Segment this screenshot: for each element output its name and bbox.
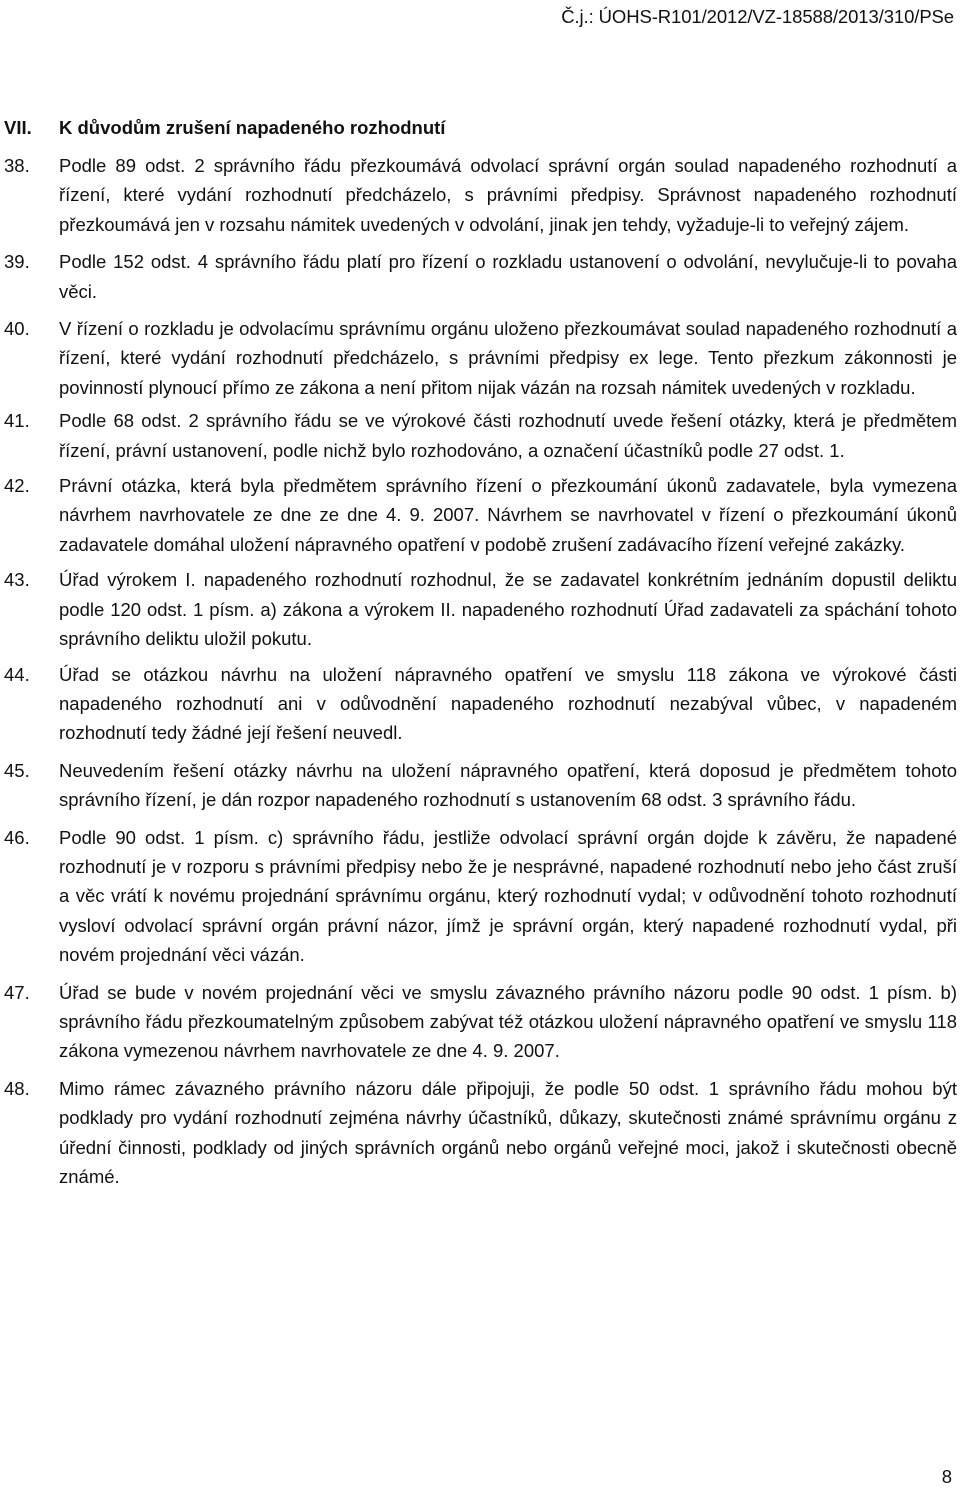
paragraph-number: 44. [4, 663, 30, 685]
paragraph-text: Úřad se otázkou návrhu na uložení nápravného opatření ve smyslu 118 zákona ve výrokové části napadeného rozhodnutí ani v odůvodnění napadeného rozhodnutí nezabýval vůbec, v napadeném rozhodnutí tedy žádné její řešení neuvedl. [59, 663, 957, 744]
paragraph-number: 47. [4, 981, 30, 1003]
paragraph [4, 1074, 957, 1192]
section-number: VII. [4, 117, 32, 138]
paragraph-number: 41. [4, 410, 30, 432]
paragraph [4, 314, 957, 402]
paragraph [4, 823, 957, 970]
document-reference-number: Č.j.: ÚOHS-R101/2012/VZ-18588/2013/310/PSe [561, 6, 954, 27]
paragraph-number: 38. [4, 155, 30, 176]
paragraph-text: Právní otázka, která byla předmětem správního řízení o přezkoumání úkonů zadavatele, byla vymezena návrhem navrhovatele ze dne ze dne 4. 9. 2007. Návrhem se navrhovatel v řízení o přezkoumání úkonů zadavatele domáhal uložení nápravného opatření v podobě zrušení zadávacího řízení veřejné zakázky. [59, 475, 957, 555]
paragraph-number: 40. [4, 318, 30, 340]
paragraph-text: Mimo rámec závazného právního názoru dále připojuji, že podle 50 odst. 1 správního řádu mohou být podklady pro vydání rozhodnutí zejména návrhy účastníků, důkazy, skutečnosti známé správnímu orgánu z úřední činnosti, podklady od jiných správních orgánů nebo orgánů veřejné moci, jakož i skutečnosti obecně známé. [59, 1077, 957, 1187]
section-heading [4, 114, 954, 142]
paragraph-number: 39. [4, 251, 30, 273]
paragraph [4, 756, 957, 815]
paragraph [4, 247, 957, 306]
paragraph [4, 151, 957, 239]
paragraph [4, 406, 957, 465]
page-number: 8 [941, 1466, 952, 1487]
paragraph [4, 978, 957, 1066]
paragraph-list [4, 151, 957, 1191]
paragraph-text: Podle 68 odst. 2 správního řádu se ve výrokové části rozhodnutí uvede řešení otázky, která je předmětem řízení, právní ustanovení, podle nichž bylo rozhodováno, a označení účastníků podle 27 odst. 1. [59, 410, 957, 461]
paragraph-number: 46. [4, 826, 30, 848]
paragraph-number: 45. [4, 759, 30, 781]
paragraph [4, 660, 957, 748]
section-title: K důvodům zrušení napadeného rozhodnutí [59, 117, 446, 138]
paragraph-number: 42. [4, 475, 30, 497]
paragraph-text: V řízení o rozkladu je odvolacímu správnímu orgánu uloženo přezkoumávat soulad napadeného rozhodnutí a řízení, které vydání rozhodnutí předcházelo, s právními předpisy ex lege. Tento přezkum zákonnosti je povinností plynoucí přímo ze zákona a není přitom nijak vázán na rozsah námitek uvedených v rozkladu. [59, 318, 957, 398]
paragraph-text: Úřad výrokem I. napadeného rozhodnutí rozhodnul, že se zadavatel konkrétním jednáním dopustil deliktu podle 120 odst. 1 písm. a) zákona a výrokem II. napadeného rozhodnutí Úřad zadavateli za spáchání tohoto správního deliktu uložil pokutu. [59, 569, 957, 650]
paragraph-number: 48. [4, 1077, 30, 1099]
paragraph-text: Podle 89 odst. 2 správního řádu přezkoumává odvolací správní orgán soulad napadeného rozhodnutí a řízení, které vydání rozhodnutí předcházelo, s právními předpisy. Správnost napadeného rozhodnutí přezkoumává jen v rozsahu námitek uvedených v odvolání, jinak jen tehdy, vyžaduje-li to veřejný zájem. [59, 155, 957, 235]
paragraph [4, 565, 957, 653]
paragraph [4, 471, 957, 559]
paragraph-text: Podle 152 odst. 4 správního řádu platí pro řízení o rozkladu ustanovení o odvolání, nevylučuje-li to povaha věci. [59, 251, 957, 302]
paragraph-text: Úřad se bude v novém projednání věci ve smyslu závazného právního názoru podle 90 odst. 1 písm. b) správního řádu přezkoumatelným způsobem zabývat též otázkou uložení nápravného opatření ve smyslu 118 zákona vymezenou návrhem navrhovatele ze dne 4. 9. 2007. [59, 981, 957, 1062]
paragraph-text: Podle 90 odst. 1 písm. c) správního řádu, jestliže odvolací správní orgán dojde k závěru, že napadené rozhodnutí je v rozporu s právními předpisy nebo že je nesprávné, napadené rozhodnutí nebo jeho část zruší a věc vrátí k novému projednání správnímu orgánu, který rozhodnutí vydal; v odůvodnění tohoto rozhodnutí vysloví odvolací správní orgán právní názor, jímž je správní orgán, který napadené rozhodnutí vydal, při novém projednání věci vázán. [59, 826, 957, 966]
paragraph-number: 43. [4, 569, 30, 591]
paragraph-text: Neuvedením řešení otázky návrhu na uložení nápravného opatření, která doposud je předmětem tohoto správního řízení, je dán rozpor napadeného rozhodnutí s ustanovením 68 odst. 3 správního řádu. [59, 759, 957, 811]
